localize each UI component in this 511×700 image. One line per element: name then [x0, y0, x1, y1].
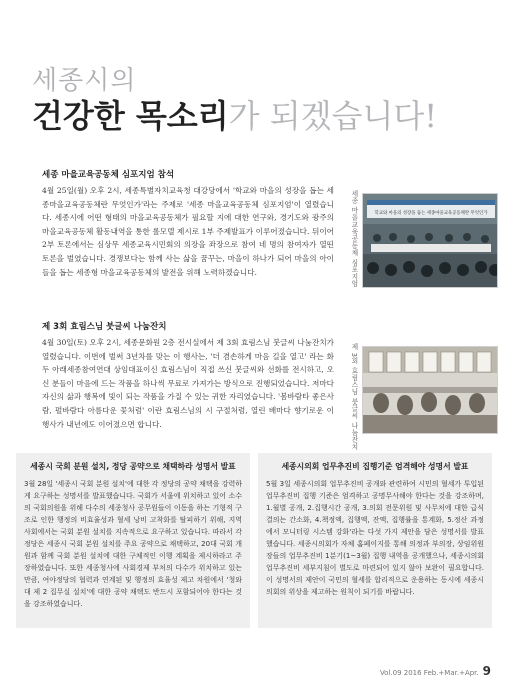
article-symposium [42, 168, 334, 279]
box-title: 세종시 국회 분원 설치, 정당 공약으로 채택하라 성명서 발표 [30, 462, 236, 471]
symposium-photo [362, 193, 498, 288]
photo-caption: 제 3회 효림스님 붓글씨 나눔잔치 [350, 343, 358, 451]
photo-caption: 세종 마을교육공동체 심포지엄 [350, 190, 358, 288]
article-body: 4월 25일(월) 오후 2시, 세종특별자치교육청 대강당에서 '학교와 마을의 성장을 돕는 세종마을교육공동체란 무엇인가'라는 주제로 '세종 마을교육공동체 심포지엄'이 열렸습니다. 세종시에 어떤 형태의 마을교육공동체가 필요할 지에 대한 연구와, 경기도와 광주의 마을교육공동체 활동내역을 통한 롤모델 제시로 1부 주제발표가 이루어졌습니다. 뒤이어 2부 토론에서는 심상무 세종교육시민회의 의장을 좌장으로 참여 네 명의 참여자가 열띤 토론을 벌였습니다. 경쟁보다는 함께 사는 삶을 꿈꾸는, 마을이 하나가 되어 마을의 아이들을 돕는 세종형 마을교육공동체의 발전을 위해 노력하겠습니다. [42, 186, 334, 277]
article-title: 세종 마을교육공동체 심포지엄 참석 [42, 170, 175, 180]
page-number: 9 [482, 664, 491, 678]
box-title: 세종시의회 업무추진비 집행기준 엄격해야 성명서 발표 [281, 462, 469, 471]
header-line2 [32, 96, 492, 136]
symposium-photo-image [363, 194, 498, 288]
calligraphy-photo [362, 346, 498, 434]
page-header [32, 66, 492, 136]
article-calligraphy [42, 320, 334, 431]
statement-box-national-assembly [16, 453, 250, 628]
statement-box-city-council [258, 453, 492, 628]
header-line1: 세종시의 [32, 66, 137, 96]
article-body: 4월 30일(토) 오후 2시, 세종문화원 2층 전시실에서 제 3회 효림스님 붓글씨 나눔잔치가 열렸습니다. 이번에 벌써 3년차를 맞는 이 행사는, '더 겸손하게 마음 길을 열고' 라는 화두 아래세종참여연대 상임대표이신 효림스님이 직접 쓰신 붓글씨와 선화를 전시하고, 오신 분들이 마음에 드는 작품을 하나씩 무료로 가져가는 방식으로 진행되었습니다. 저마다 자신의 삶과 행복에 빛이 되는 작품을 가질 수 있는 귀한 자리였습니다. '봄바람타 좋은사람, 펄바람다 아름다운 꽃처럼' 이란 효림스님의 시 구절처럼, 열린 배마다 향기로운 이 행사가 내년에도 이어졌으면 합니다. [42, 338, 334, 429]
box-body: 5월 3일 세종시의회 업무추진비 공개와 관련하여 시민의 혈세가 투입된 업무추진비 집행 기준은 엄격하고 공명무사해야 한다는 것을 강조하며, 1.월별 공개, 2.집행시간 공개, 3.의회 전문위원 및 사무처에 대한 급식결의는 간소화, 4.책정액, 집행액, 잔액, 집행률을 통계화, 5.정산 과정에서 모니터링 시스템 강화'라는 다섯 가지 제안을 담은 성명서를 발표했습니다. 세종시의회가 자체 홈페이지를 통해 의정과 부의장, 상임위원장들의 업무추진비 1분기(1~3월) 집행 내역을 공개했으나, 세종시의회 업무추진비 세부지침이 별도로 마련되어 있지 않아 보완이 필요합니다. 이 성명서의 제안이 국민의 혈세를 합리적으로 운용하는 동시에 세종시의회의 위상을 제고하는 원칙이 되기를 바랍니다. [266, 480, 484, 596]
photo-banner-text: 학교와 마을의 성장을 돕는 세종마을교육공동체란 무엇인가 [374, 211, 488, 216]
header-line2-light: 가 되겠습니다! [228, 97, 438, 135]
issue-info: Vol.09 2016 Feb.+Mar.+Apr. [379, 669, 479, 677]
header-line2-dark: 건강한 목소리 [32, 97, 229, 135]
article-title: 제 3회 효림스님 붓글씨 나눔잔치 [42, 322, 167, 332]
calligraphy-photo-image [363, 347, 498, 434]
page-footer [380, 664, 491, 678]
box-body: 3월 28일 '세종시 국회 분원 설치'에 대한 각 정당의 공약 채택을 강력하게 요구하는 성명서를 발표했습니다. 국회가 서울에 위치하고 있어 소수의 국회의원을 위해 다수의 세종청사 공무원들이 이동을 하는 기형적 구조로 인한 행정의 비효율성과 혈세 낭비 고착화를 탈피하기 위해, 지역사회에서는 국회 분원 설치를 지속적으로 요구하고 있습니다. 따라서 각 정당은 세종시 국회 분원 설치를 주요 공약으로 채택하고, 20대 국회 개원과 함께 국회 분원 설치에 대한 구체적인 이행 계획을 제시하라고 주장하였습니다. 또한 세종청사에 사회경제 부처의 다수가 위치하고 있는 만큼, 여야정당의 협력과 연계된 및 행정의 효율성 제고 차원에서 '청와대 제 2 집무실 설치'에 대한 공약 채택도 반드시 포함되어야 한다는 것을 강조하였습니다. [24, 480, 242, 608]
